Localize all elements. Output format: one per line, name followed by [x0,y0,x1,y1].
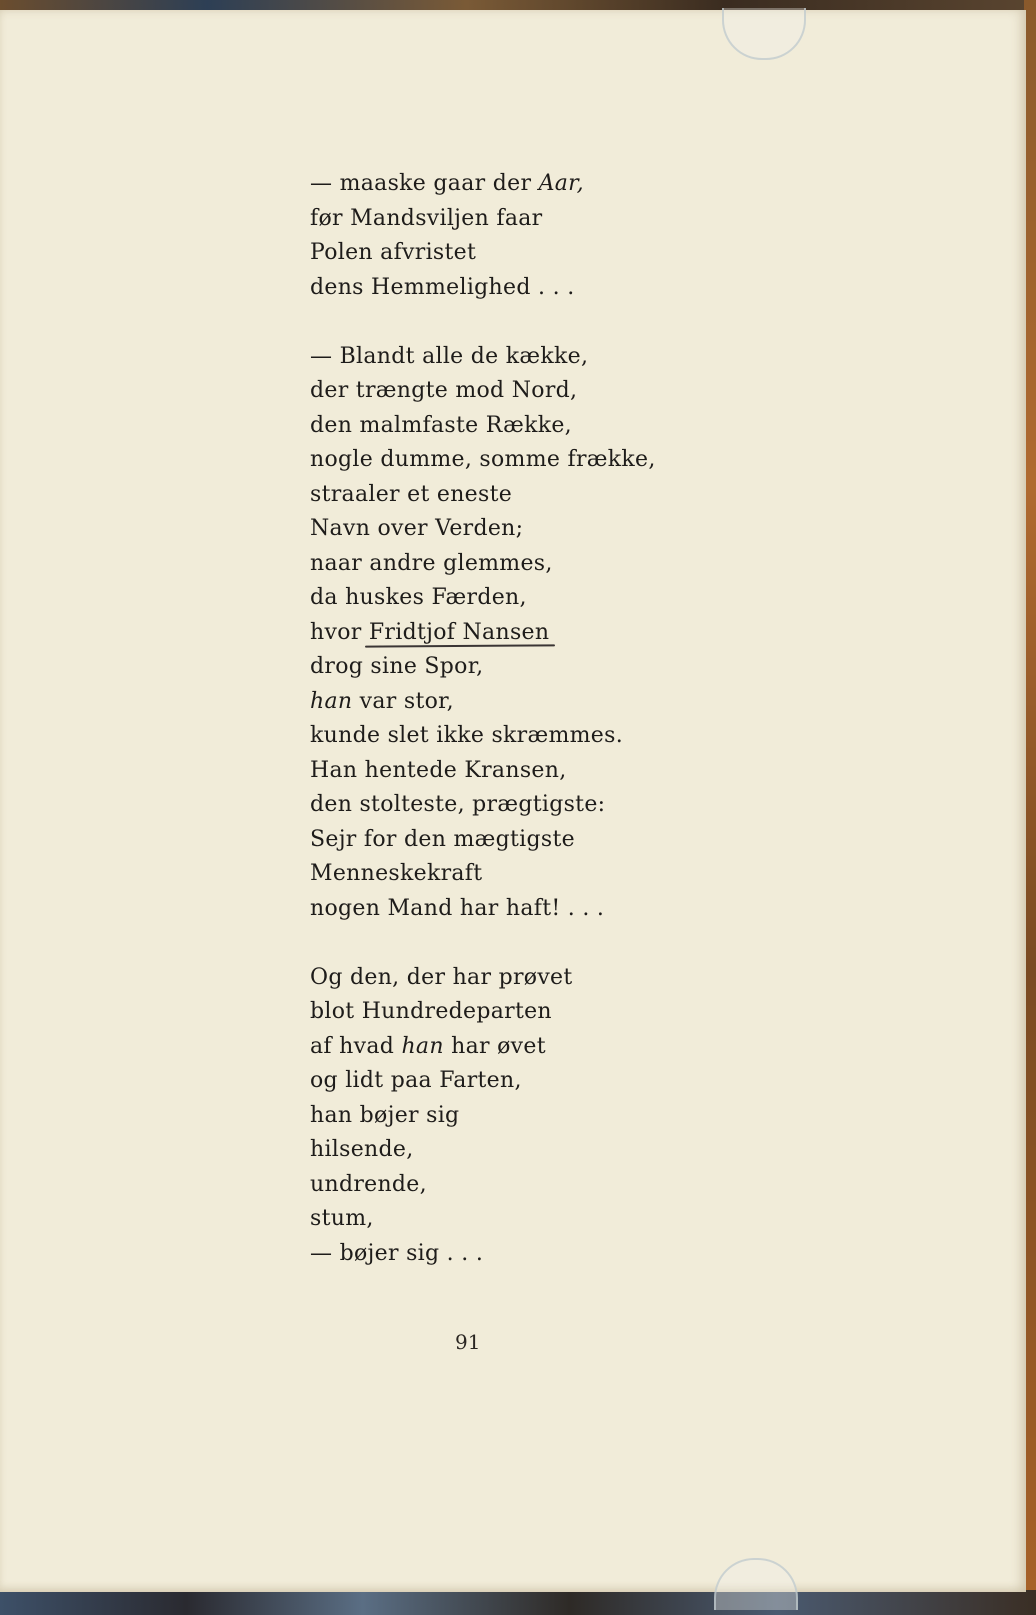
poem-line [310,1099,656,1134]
poem-line [310,961,656,996]
poem-line [310,271,656,306]
poem-stanza [310,961,656,1272]
poem-line-text: da huskes Færden, [310,585,527,610]
poem-line-text: blot Hundredeparten [310,999,552,1024]
poem-line [310,1237,656,1272]
page-number: 91 [455,1330,481,1354]
poem-line [310,443,656,478]
poem-line-text: hilsende, [310,1137,414,1162]
poem-line [310,616,656,651]
poem-line-text: naar andre glemmes, [310,550,553,576]
poem-line [310,236,656,271]
poem-italic-text: han [401,1033,444,1059]
poem-line-text: den stolteste, prægtigste: [310,792,606,817]
poem-line-text: før Mandsviljen faar [310,205,543,231]
poem-line-text: nogen Mand har haft! . . . [310,895,605,921]
poem-line [310,1202,656,1237]
poem-line-text: Navn over Verden; [310,516,524,541]
poem-line-text: der trængte mod Nord, [310,378,578,403]
poem-stanza [310,340,656,927]
poem-line [310,892,656,927]
poem-line-text: undrende, [310,1171,427,1197]
poem-line [310,1064,656,1099]
poem-line [310,478,656,513]
poem-line [310,857,656,892]
poem-line [310,650,656,685]
poem-line-text: Han hentede Kransen, [310,757,567,783]
poem-line-text: — Blandt alle de kække, [310,343,589,369]
poem-line [310,167,656,202]
poem-line-text: Polen afvristet [310,240,477,265]
poem-line [310,409,656,444]
poem-line-text: var stor, [352,688,454,714]
poem-line [310,374,656,409]
poem-line-text: og lidt paa Farten, [310,1068,522,1093]
poem-line-text: har øvet [443,1033,546,1059]
poem-line [310,754,656,789]
poem-line-text: Og den, der har prøvet [310,964,573,990]
poem-line [310,788,656,823]
poem-line [310,823,656,858]
poem-italic-text: han [310,688,353,714]
poem-line [310,202,656,237]
poem-stanza [310,167,656,305]
poem-line-text: straaler et eneste [310,481,513,507]
poem-line [310,1168,656,1203]
poem-line-text: drog sine Spor, [310,654,484,679]
poem-italic-text: Aar, [538,171,584,196]
poem-line-text: af hvad [310,1033,402,1059]
poem-line-text: — maaske gaar der [310,171,539,196]
poem-line [310,719,656,754]
poem-text [310,167,656,1306]
poem-line-text: Menneskekraft [310,861,483,886]
poem-line-text: dens Hemmelighed . . . [310,274,575,300]
poem-line-text: nogle dumme, somme frække, [310,447,656,472]
poem-line-text: han bøjer sig [310,1102,460,1128]
book-binding-bottom [0,1590,1036,1615]
poem-line-text: den malmfaste Række, [310,412,572,438]
poem-line-text: kunde slet ikke skræmmes. [310,723,623,748]
underlined-name: Fridtjof Nansen [369,616,549,651]
poem-line [310,512,656,547]
poem-line-text: — bøjer sig . . . [310,1240,484,1266]
poem-line [310,995,656,1030]
poem-line-text: hvor [310,619,369,645]
poem-line [310,581,656,616]
poem-line [310,685,656,720]
poem-line [310,547,656,582]
poem-line [310,1030,656,1065]
poem-line [310,340,656,375]
poem-line-text: Sejr for den mægtigste [310,826,575,852]
poem-line-text: stum, [310,1206,374,1231]
poem-line [310,1133,656,1168]
